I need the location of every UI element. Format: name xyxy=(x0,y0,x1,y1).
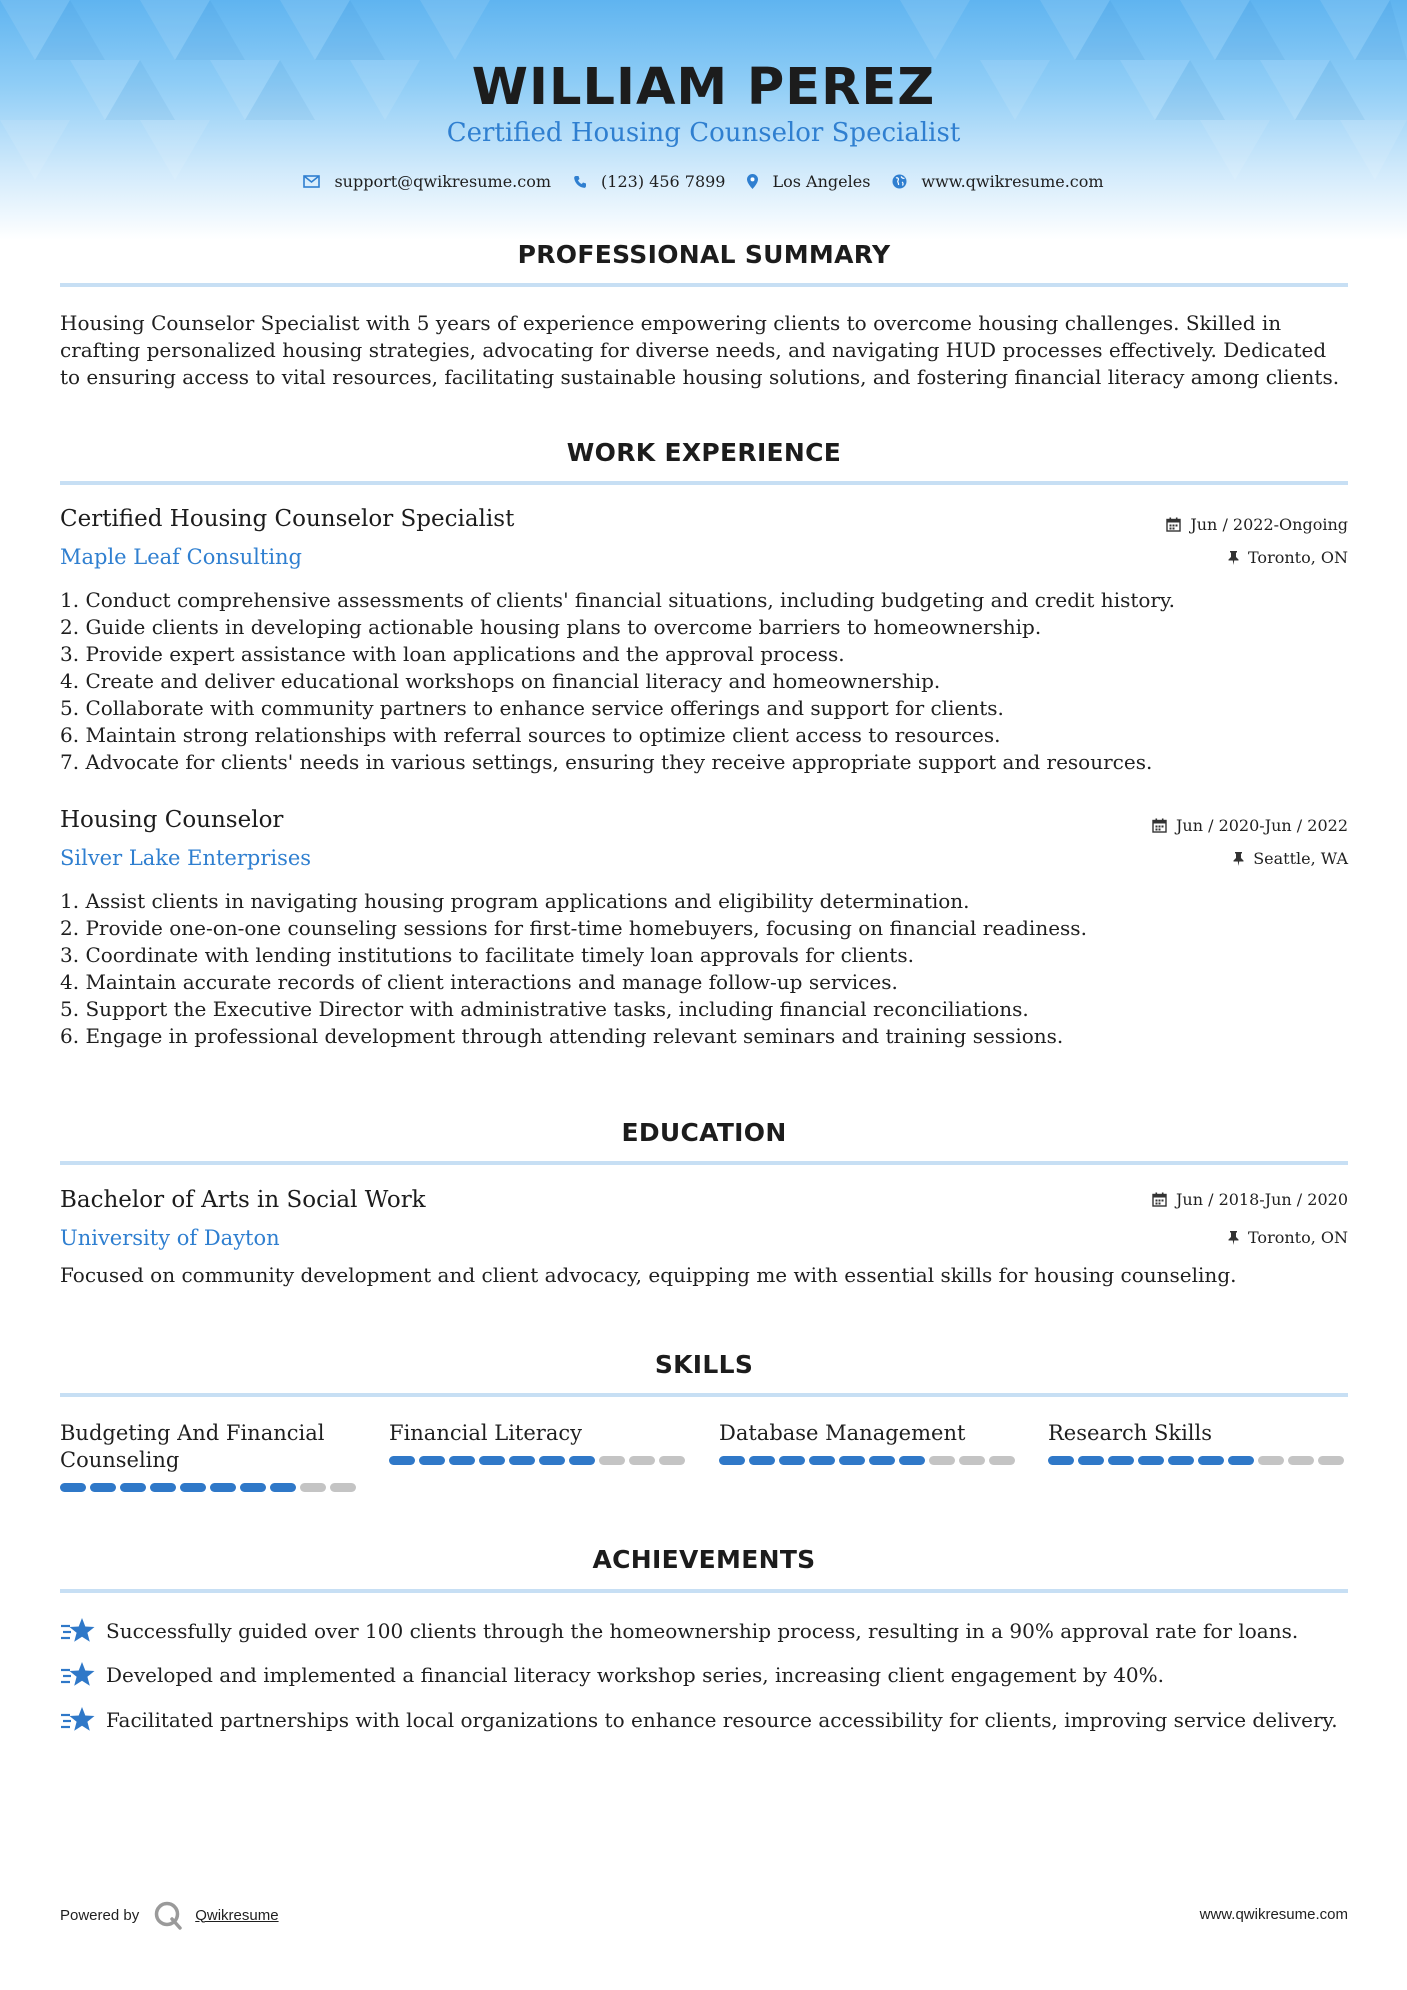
powered-by-label: Powered by xyxy=(60,1906,140,1924)
experience-divider xyxy=(60,481,1348,485)
website-text: www.qwikresume.com xyxy=(921,172,1104,191)
job-2-company: Silver Lake Enterprises xyxy=(60,846,312,870)
job-2-title: Housing Counselor xyxy=(60,807,284,833)
skill-segment xyxy=(509,1456,535,1465)
skill-level-bar xyxy=(1048,1456,1348,1465)
job-2-dates xyxy=(1152,816,1348,835)
skill-name: Research Skills xyxy=(1048,1421,1213,1445)
list-item: 5. Support the Executive Director with administrative tasks, including financial reconciliations. xyxy=(60,997,1029,1021)
skill-item xyxy=(60,1420,360,1474)
skill-segment xyxy=(300,1483,326,1492)
skill-segment xyxy=(389,1456,415,1465)
job-1-title: Certified Housing Counselor Specialist xyxy=(60,506,515,532)
envelope-icon xyxy=(303,175,320,188)
skill-segment xyxy=(779,1456,805,1465)
contact-phone[interactable] xyxy=(573,172,725,191)
education-divider xyxy=(60,1161,1348,1165)
skill-segment xyxy=(569,1456,595,1465)
list-item: 2. Provide one-on-one counseling sessions for first-time homebuyers, focusing on financial readiness. xyxy=(60,916,1087,940)
skill-segment xyxy=(659,1456,685,1465)
skill-segment xyxy=(449,1456,475,1465)
pushpin-icon xyxy=(1228,1231,1239,1245)
candidate-name: WILLIAM PEREZ xyxy=(471,58,936,117)
achievement-text: Facilitated partnerships with local organizations to enhance resource accessibility for clients, improving service delivery. xyxy=(106,1708,1338,1732)
candidate-title: Certified Housing Counselor Specialist xyxy=(446,118,961,148)
skill-name: Database Management xyxy=(719,1421,966,1445)
contact-email[interactable] xyxy=(303,172,551,191)
calendar-icon xyxy=(1152,818,1167,833)
education-location-text: Toronto, ON xyxy=(1248,1228,1348,1247)
list-item: 6. Maintain strong relationships with referral sources to optimize client access to resources. xyxy=(60,723,1001,747)
skill-segment xyxy=(1288,1456,1314,1465)
education-location xyxy=(1228,1228,1348,1247)
skill-segment xyxy=(1078,1456,1104,1465)
calendar-icon xyxy=(1166,517,1181,532)
education-description: Focused on community development and client advocacy, equipping me with essential skills for housing counseling. xyxy=(60,1263,1237,1287)
list-item: 6. Engage in professional development through attending relevant seminars and training sessions. xyxy=(60,1024,1064,1048)
job-2-duties xyxy=(60,888,1348,1050)
job-1-dates-text: Jun / 2022-Ongoing xyxy=(1190,515,1348,534)
skill-segment xyxy=(330,1483,356,1492)
skill-segment xyxy=(1108,1456,1134,1465)
phone-icon xyxy=(573,175,587,189)
list-item: 3. Provide expert assistance with loan applications and the approval process. xyxy=(60,642,845,666)
skill-name: Financial Literacy xyxy=(389,1421,582,1445)
skill-segment xyxy=(869,1456,895,1465)
skill-segment xyxy=(90,1483,116,1492)
list-item: 5. Collaborate with community partners to enhance service offerings and support for clients. xyxy=(60,696,1004,720)
list-item: 7. Advocate for clients' needs in various settings, ensuring they receive appropriate support and resources. xyxy=(60,750,1153,774)
pushpin-icon xyxy=(1228,551,1239,565)
skill-segment xyxy=(479,1456,505,1465)
skill-segment xyxy=(899,1456,925,1465)
achievement-text: Successfully guided over 100 clients through the homeownership process, resulting in a 90% approval rate for loans. xyxy=(106,1619,1299,1643)
education-dates-text: Jun / 2018-Jun / 2020 xyxy=(1175,1190,1348,1209)
job-1-company: Maple Leaf Consulting xyxy=(60,545,303,569)
achievement-item xyxy=(60,1661,1164,1689)
star-icon xyxy=(60,1706,96,1734)
skill-segment xyxy=(809,1456,835,1465)
skill-segment xyxy=(749,1456,775,1465)
skill-name: Budgeting And Financial Counseling xyxy=(60,1421,325,1472)
education-dates xyxy=(1152,1190,1348,1209)
skill-segment xyxy=(210,1483,236,1492)
skill-segment xyxy=(989,1456,1015,1465)
contact-location xyxy=(747,172,870,191)
footer-branding xyxy=(60,1900,279,1930)
skills-heading: SKILLS xyxy=(654,1350,754,1379)
job-1-duties xyxy=(60,587,1348,776)
achievements-divider xyxy=(60,1589,1348,1593)
footer-website[interactable]: www.qwikresume.com xyxy=(1199,1906,1348,1923)
skill-segment xyxy=(419,1456,445,1465)
skill-segment xyxy=(959,1456,985,1465)
job-1-dates xyxy=(1166,515,1348,534)
skill-segment xyxy=(1258,1456,1284,1465)
skill-level-bar xyxy=(60,1483,360,1492)
list-item: 2. Guide clients in developing actionable housing plans to overcome barriers to homeownership. xyxy=(60,615,1042,639)
skill-segment xyxy=(240,1483,266,1492)
skill-segment xyxy=(1318,1456,1344,1465)
map-pin-icon xyxy=(747,174,758,189)
job-2-location xyxy=(1233,849,1348,868)
calendar-icon xyxy=(1152,1192,1167,1207)
job-2-dates-text: Jun / 2020-Jun / 2022 xyxy=(1175,816,1348,835)
globe-icon xyxy=(892,174,907,189)
star-icon xyxy=(60,1617,96,1645)
skills-divider xyxy=(60,1393,1348,1397)
skill-segment xyxy=(1048,1456,1074,1465)
experience-heading: WORK EXPERIENCE xyxy=(566,438,842,467)
summary-heading: PROFESSIONAL SUMMARY xyxy=(517,240,891,269)
skill-segment xyxy=(1168,1456,1194,1465)
achievement-text: Developed and implemented a financial literacy workshop series, increasing client engagement by 40%. xyxy=(106,1663,1164,1687)
list-item: 1. Conduct comprehensive assessments of clients' financial situations, including budgeting and credit history. xyxy=(60,588,1175,612)
education-school: University of Dayton xyxy=(60,1226,280,1250)
skill-segment xyxy=(1198,1456,1224,1465)
email-text: support@qwikresume.com xyxy=(334,172,552,191)
skill-segment xyxy=(929,1456,955,1465)
skill-segment xyxy=(150,1483,176,1492)
summary-text: Housing Counselor Specialist with 5 years of experience empowering clients to overcome housing challenges. Skilled in crafting personalized housing strategies, advocating for diverse needs, and navigating HUD processes effectively. Dedicated to ensuring access to vital resources, facilitating sustainable housing solutions, and fostering financial literacy among clients. xyxy=(60,311,1340,389)
skill-level-bar xyxy=(719,1456,1019,1465)
skill-item xyxy=(1048,1420,1348,1474)
skill-segment xyxy=(839,1456,865,1465)
job-1-location-text: Toronto, ON xyxy=(1248,548,1348,567)
summary-divider xyxy=(60,283,1348,287)
list-item: 4. Create and deliver educational workshops on financial literacy and homeownership. xyxy=(60,669,941,693)
job-1-location xyxy=(1228,548,1348,567)
education-heading: EDUCATION xyxy=(621,1118,787,1147)
location-text: Los Angeles xyxy=(772,172,871,191)
skill-segment xyxy=(629,1456,655,1465)
skill-segment xyxy=(539,1456,565,1465)
job-2-location-text: Seattle, WA xyxy=(1253,849,1348,868)
contact-bar xyxy=(0,172,1407,191)
achievements-heading: ACHIEVEMENTS xyxy=(592,1545,816,1574)
phone-text: (123) 456 7899 xyxy=(601,172,726,191)
pushpin-icon xyxy=(1233,852,1244,866)
list-item: 1. Assist clients in navigating housing program applications and eligibility determination. xyxy=(60,889,970,913)
skill-level-bar xyxy=(389,1456,689,1465)
skill-item xyxy=(719,1420,1019,1474)
skill-item xyxy=(389,1420,689,1474)
skill-segment xyxy=(719,1456,745,1465)
skill-segment xyxy=(270,1483,296,1492)
list-item: 3. Coordinate with lending institutions to facilitate timely loan approvals for clients. xyxy=(60,943,914,967)
qwikresume-logo-icon xyxy=(153,1900,183,1930)
skill-segment xyxy=(1228,1456,1254,1465)
skill-segment xyxy=(599,1456,625,1465)
brand-link[interactable]: Qwikresume xyxy=(195,1906,279,1924)
contact-website[interactable] xyxy=(892,172,1103,191)
education-degree: Bachelor of Arts in Social Work xyxy=(60,1187,426,1213)
skill-segment xyxy=(180,1483,206,1492)
skill-segment xyxy=(1138,1456,1164,1465)
skill-segment xyxy=(120,1483,146,1492)
star-icon xyxy=(60,1661,96,1689)
list-item: 4. Maintain accurate records of client interactions and manage follow-up services. xyxy=(60,970,898,994)
achievement-item xyxy=(60,1617,1298,1645)
skill-segment xyxy=(60,1483,86,1492)
achievement-item xyxy=(60,1706,1338,1734)
